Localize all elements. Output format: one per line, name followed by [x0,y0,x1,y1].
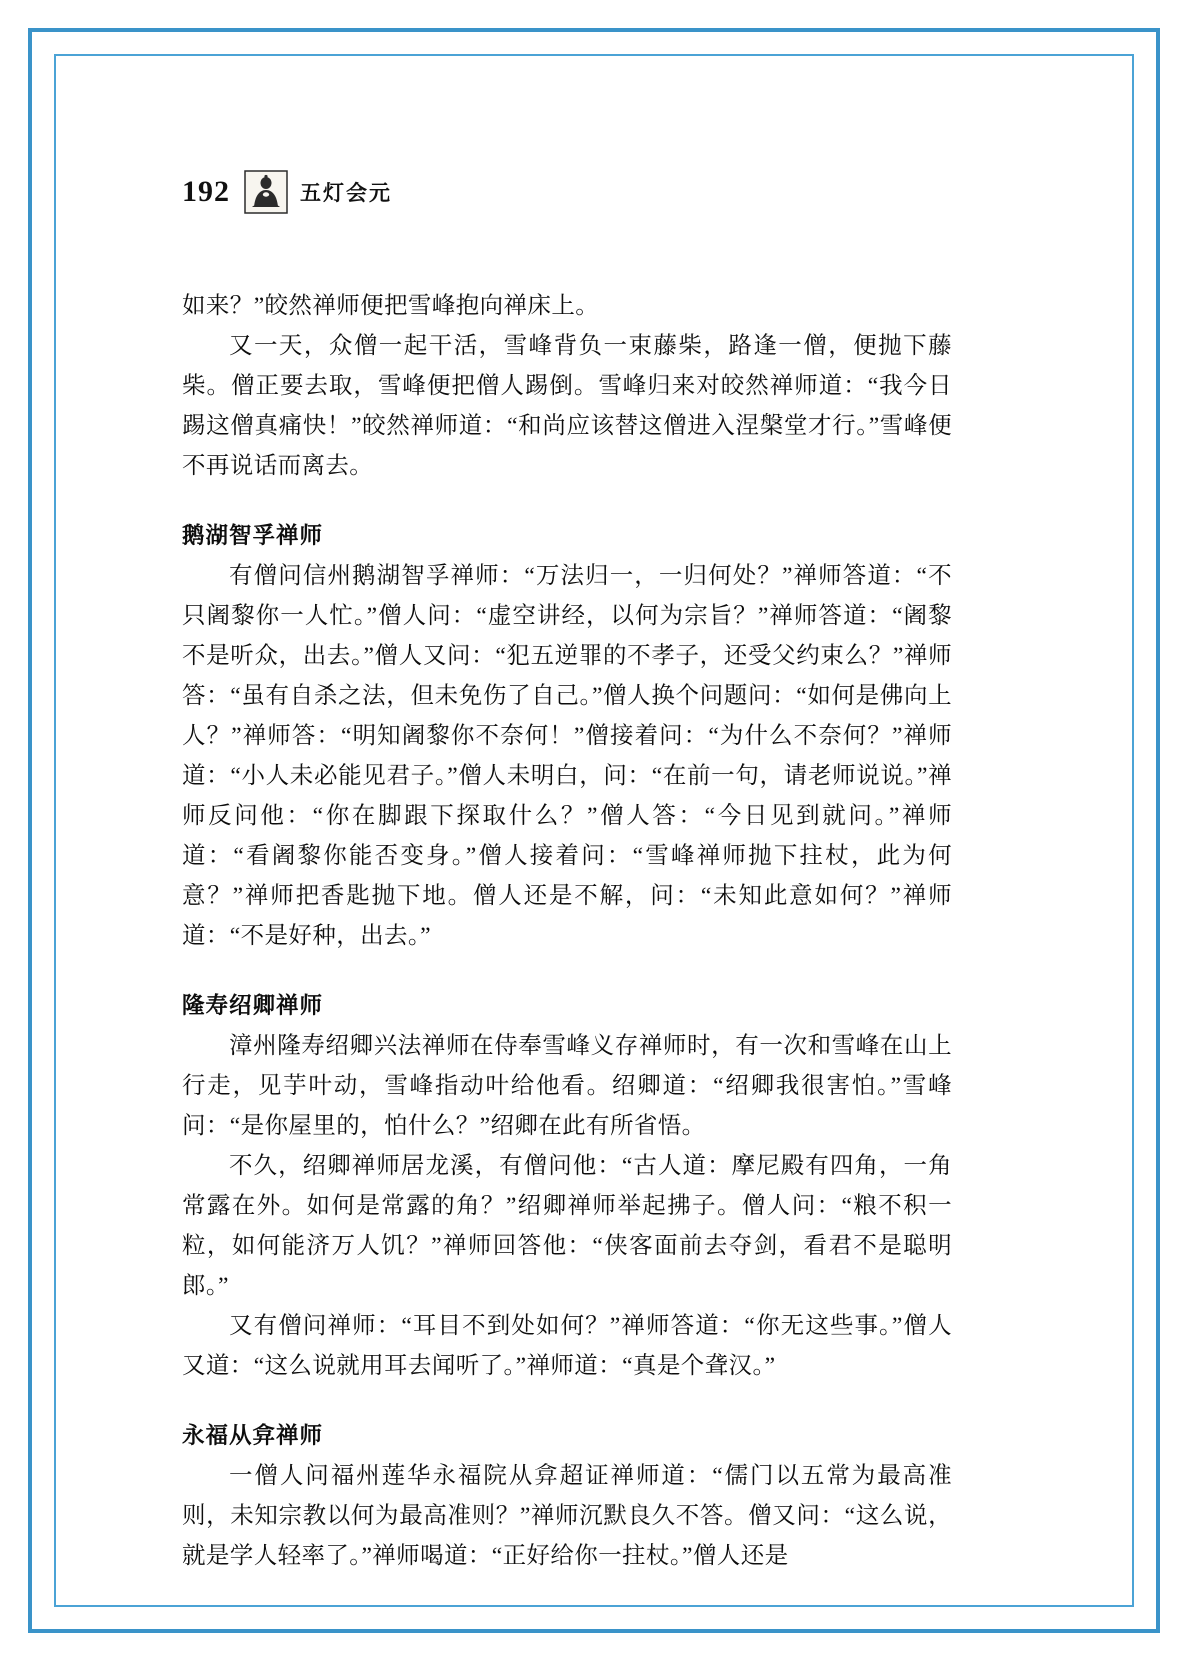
spacer [182,1386,952,1416]
paragraph: 不久，绍卿禅师居龙溪，有僧问他：“古人道：摩尼殿有四角，一角常露在外。如何是常露的角？”绍卿禅师举起拂子。僧人问：“粮不积一粒，如何能济万人饥？”禅师回答他：“侠客面前去夺剑，看君不是聪明郎。” [182,1153,952,1299]
paragraph: 有僧问信州鹅湖智孚禅师：“万法归一，一归何处？”禅师答道：“不只阇黎你一人忙。”僧人问：“虚空讲经，以何为宗旨？”禅师答道：“阇黎不是听众，出去。”僧人又问：“犯五逆罪的不孝子，还受父约束么？”禅师答：“虽有自杀之法，但未免伤了自己。”僧人换个问题问：“如何是佛向上人？”禅师答：“明知阇黎你不奈何！”僧接着问：“为什么不奈何？”禅师道：“小人未必能见君子。”僧人未明白，问：“在前一句，请老师说说。”禅师反问他：“你在脚跟下探取什么？”僧人答：“今日见到就问。”禅师道：“看阇黎你能否变身。”僧人接着问：“雪峰禅师抛下拄杖，此为何意？”禅师把香匙抛下地。僧人还是不解，问：“未知此意如何？”禅师道：“不是好种，出去。” [182,563,952,949]
spacer [182,956,952,986]
buddha-seated-icon [244,170,288,214]
paragraph: 如来？”皎然禅师便把雪峰抱向禅床上。 [182,293,600,319]
paragraph: 又一天，众僧一起干活，雪峰背负一束藤柴，路逢一僧，便抛下藤柴。僧正要去取，雪峰便把僧人踢倒。雪峰归来对皎然禅师道：“我今日踢这僧真痛快！”皎然禅师道：“和尚应该替这僧进入涅槃堂才行。”雪峰便不再说话而离去。 [182,333,952,479]
section-heading: 隆寿绍卿禅师 [182,993,324,1019]
paragraph: 又有僧问禅师：“耳目不到处如何？”禅师答道：“你无这些事。”僧人又道：“这么说就用耳去闻听了。”禅师道：“真是个聋汉。” [182,1313,952,1379]
page-header [182,162,952,222]
section-heading: 永福从弇禅师 [182,1423,324,1449]
page-number: 192 [182,175,230,208]
page-content [182,162,952,1576]
paragraph: 一僧人问福州莲华永福院从弇超证禅师道：“儒门以五常为最高准则，未知宗教以何为最高准则？”禅师沉默良久不答。僧又问：“这么说，就是学人轻率了。”禅师喝道：“正好给你一拄杖。”僧人还是 [182,1463,952,1569]
book-title: 五灯会元 [300,181,392,205]
spacer [182,486,952,516]
section-heading: 鹅湖智孚禅师 [182,523,324,549]
paragraph: 漳州隆寿绍卿兴法禅师在侍奉雪峰义存禅师时，有一次和雪峰在山上行走，见芋叶动，雪峰指动叶给他看。绍卿道：“绍卿我很害怕。”雪峰问：“是你屋里的，怕什么？”绍卿在此有所省悟。 [182,1033,952,1139]
page-border-outer [28,28,1160,1633]
